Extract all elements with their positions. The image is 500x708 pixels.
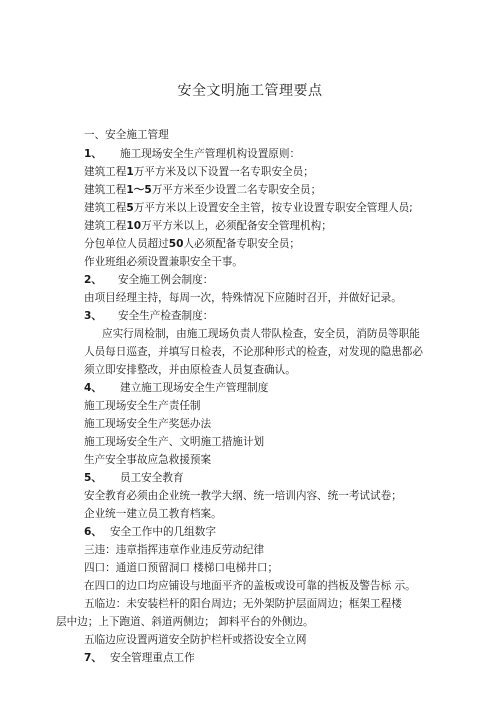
page-title: 安全文明施工管理要点: [177, 83, 323, 99]
item-number: 2、: [84, 274, 102, 286]
body-line: 企业统一建立员工教育档案。: [84, 508, 222, 520]
item-7: [84, 651, 195, 666]
item-text: 安全管理重点工作: [110, 652, 195, 664]
rule-text: 分包单位人员超过: [84, 238, 169, 250]
rule-line: [84, 201, 413, 216]
item-2: [84, 273, 213, 288]
body-line: 安全教育必须由企业统一教学大纲、统一培训内容、统一考试试卷；: [84, 490, 402, 502]
item-text: 施工现场安全生产管理机构设置原则：: [120, 148, 301, 160]
body-line: 须立即安排整改，并由原检查人员复查确认。: [84, 364, 296, 376]
rule-number: 10: [126, 220, 142, 232]
item-number: 7、: [84, 652, 102, 664]
rule-text: 万平方米以上设置安全主管，按专业设置专职安全管理人员;: [133, 202, 413, 214]
body-line: 人员每日巡查，并填写日检表，不论那种形式的检查，对发现的隐患都必: [84, 346, 423, 358]
item-text: 安全施工例会制度：: [118, 274, 214, 286]
rule-text: 万平方米至少设置二名专职安全员；: [151, 184, 322, 196]
item-text: 建立施工现场安全生产管理制度: [120, 382, 269, 394]
rule-number: 1: [126, 166, 134, 178]
body-line: 应实行周检制，由施工现场负责人带队检查，安全员，消防员等职能: [102, 328, 420, 340]
rule-text: 建筑工程: [84, 220, 127, 232]
rule-text: 建筑工程: [84, 166, 127, 178]
item-number: 6、: [84, 526, 102, 538]
rule-number: 50: [168, 238, 184, 250]
rule-text: 建筑工程: [84, 202, 127, 214]
rule-line: [84, 219, 332, 234]
list-item: 生产安全事故应急救援预案: [84, 454, 212, 466]
rule-text: 万平方米以上，必须配备安全管理机构；: [141, 220, 332, 232]
item-5: [84, 471, 184, 486]
item-3: [84, 309, 213, 324]
list-item: 施工现场安全生产、文明施工措施计划: [84, 436, 265, 448]
item-6: [84, 525, 216, 540]
item-4: [84, 381, 268, 396]
rule-number: 5: [126, 202, 134, 214]
body-line: 由项目经理主持，每周一次，特殊情况下应随时召开，并做好记录。: [84, 292, 402, 304]
item-1: [84, 147, 300, 162]
body-line: 四口：通道口预留洞口 楼梯口电梯井口；: [84, 562, 279, 574]
rule-line: [84, 165, 314, 180]
item-text: 安全工作中的几组数字: [110, 526, 216, 538]
item-number: 3、: [84, 310, 102, 322]
rule-line: [84, 237, 300, 252]
list-item: 施工现场安全生产责任制: [84, 400, 201, 412]
rule-number: 1～5: [126, 184, 152, 196]
item-number: 5、: [84, 472, 102, 484]
body-line: 层中边；上下跑道、斜道两侧边； 卸料平台的外侧边。: [56, 616, 314, 628]
list-item: 施工现场安全生产奖惩办法: [84, 418, 212, 430]
item-text: 员工安全教育: [120, 472, 184, 484]
rule-text: 万平方米及以下设置一名专职安全员；: [133, 166, 314, 178]
body-line: 五临边应设置两道安全防护栏杆或搭设安全立网: [84, 634, 307, 646]
body-line: 在四口的边口均应铺设与地面平齐的盖板或设可靠的挡板及警告标 示。: [84, 580, 416, 592]
rule-text: 建筑工程: [84, 184, 127, 196]
body-line: 五临边：未安装栏杆的阳台周边；无外架防护层面周边；框架工程楼: [84, 598, 402, 610]
item-text: 安全生产检查制度：: [118, 310, 214, 322]
rule-line: 作业班组必须设置兼职安全干事。: [84, 256, 243, 268]
item-number: 1、: [84, 148, 102, 160]
item-number: 4、: [84, 382, 102, 394]
rule-line: [84, 183, 321, 198]
section-heading: 一、安全施工管理: [84, 129, 169, 141]
rule-text: 人必须配备专职安全员；: [183, 238, 301, 250]
body-line: 三违：违章指挥违章作业违反劳动纪律: [84, 544, 265, 556]
